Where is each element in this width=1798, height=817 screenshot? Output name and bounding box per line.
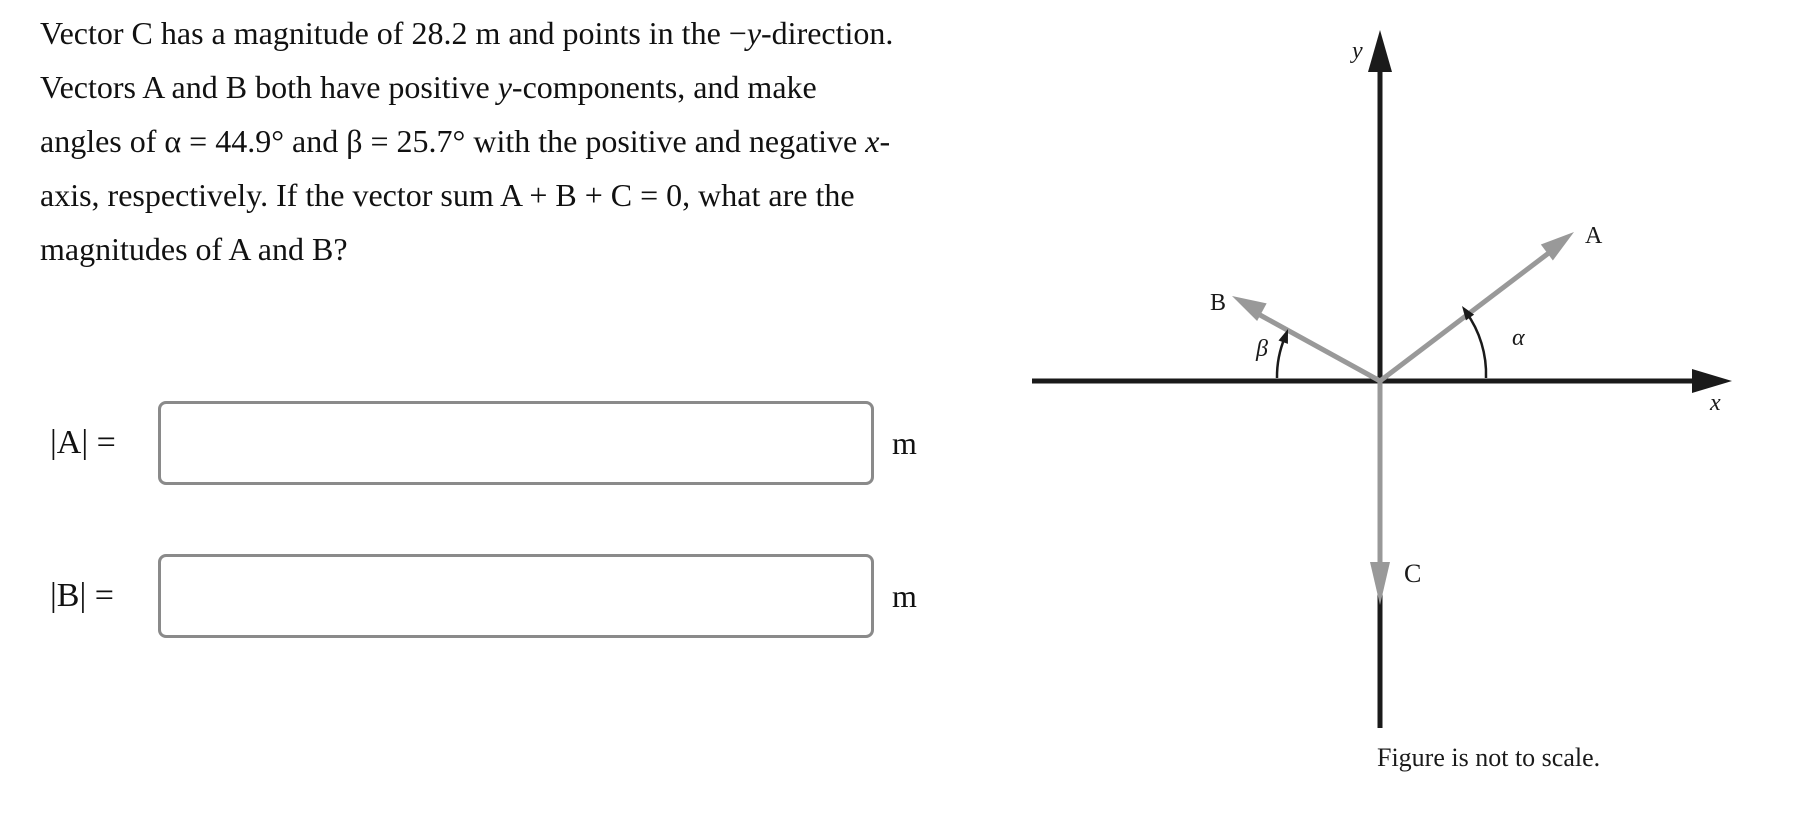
magnitude-a-input[interactable] xyxy=(158,401,874,485)
vector-diagram-svg xyxy=(1020,0,1780,812)
question-var-y-1: y xyxy=(746,15,762,51)
vector-b-label: B xyxy=(1210,290,1227,316)
question-text xyxy=(40,6,900,276)
alpha-arc xyxy=(1466,312,1486,378)
magnitude-b-label: |B| = xyxy=(50,577,114,614)
alpha-label: α xyxy=(1512,325,1525,351)
magnitude-a-label: |A| = xyxy=(50,424,116,461)
magnitude-a-unit: m xyxy=(892,424,917,461)
figure-caption: Figure is not to scale. xyxy=(1377,743,1601,772)
question-part-7: -axis, respectively. If the vector sum A + B + C = 0, what are the magnitudes of A and B? xyxy=(40,123,891,267)
question-part-1: Vector C has a magnitude of 28.2 m and points in the − xyxy=(40,15,747,51)
beta-label: β xyxy=(1256,336,1268,362)
x-axis-label: x xyxy=(1710,390,1721,416)
magnitude-b-unit: m xyxy=(892,577,917,614)
magnitude-b-input[interactable] xyxy=(158,554,874,638)
question-part-5: -components, and make angles of α = 44.9° and β = 25.7° with the positive and negative xyxy=(40,69,866,159)
question-var-x: x xyxy=(865,123,880,159)
vector-c-arrowhead xyxy=(1370,562,1390,605)
answer-row-b xyxy=(40,553,917,639)
y-axis-label: y xyxy=(1352,38,1363,64)
answer-row-a xyxy=(40,400,917,486)
vector-c-label: C xyxy=(1404,559,1422,588)
vector-diagram xyxy=(1020,0,1780,812)
question-var-y-2: y xyxy=(497,69,512,105)
y-axis-arrowhead xyxy=(1368,30,1392,72)
beta-arc xyxy=(1277,337,1285,378)
vector-a-label: A xyxy=(1585,223,1603,249)
question-part-3: -direction. Vectors A and B both have positive xyxy=(40,15,894,105)
